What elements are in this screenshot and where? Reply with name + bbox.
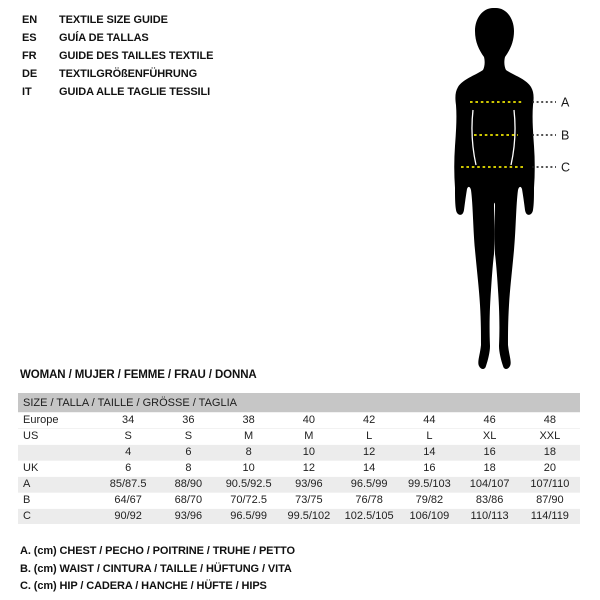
- language-code: ES: [22, 32, 37, 44]
- table-cell: 93/96: [174, 510, 203, 522]
- list-item: [22, 65, 213, 83]
- language-guide-title: TEXTILE SIZE GUIDE: [59, 14, 168, 26]
- table-row-europe: [18, 412, 580, 428]
- list-item: [22, 11, 213, 29]
- table-cell: 87/90: [536, 494, 564, 506]
- table-cell: 85/87.5: [109, 478, 147, 490]
- table-cell: 90/92: [114, 510, 142, 522]
- list-item: [22, 83, 213, 101]
- table-cell: L: [426, 430, 433, 442]
- measure-label-c: C: [561, 160, 571, 175]
- language-guide-title: TEXTILGRÖßENFÜHRUNG: [59, 68, 198, 80]
- row-label: Europe: [23, 414, 59, 426]
- table-cell: 14: [363, 462, 376, 474]
- language-guide-list: [22, 11, 213, 101]
- language-code: EN: [22, 14, 38, 26]
- table-cell: 18: [543, 446, 556, 458]
- table-cell: 40: [302, 414, 315, 426]
- table-cell: 6: [185, 446, 192, 458]
- table-cell: 42: [363, 414, 376, 426]
- table-cell: 18: [483, 462, 496, 474]
- table-header-row: SIZE / TALLA / TAILLE / GRÖSSE / TAGLIA: [18, 393, 580, 412]
- table-cell: 12: [302, 462, 315, 474]
- table-cell: 16: [423, 462, 436, 474]
- language-guide-title: GUIDE DES TAILLES TEXTILE: [59, 50, 214, 62]
- table-cell: 12: [363, 446, 376, 458]
- table-cell: 79/82: [415, 494, 444, 506]
- table-cell: S: [124, 430, 132, 442]
- table-row-waist-b: [18, 492, 580, 508]
- language-code: DE: [22, 68, 38, 80]
- table-cell: 70/72.5: [230, 494, 267, 506]
- table-cell: 102.5/105: [344, 510, 394, 522]
- table-cell: 34: [122, 414, 135, 426]
- table-row-hip-c: [18, 508, 580, 524]
- table-cell: 114/119: [530, 510, 569, 522]
- table-cell: 88/90: [174, 478, 203, 490]
- table-cell: 99.5/102: [287, 510, 331, 522]
- woman-silhouette-figure: [415, 0, 600, 375]
- measure-label-a: A: [561, 95, 570, 110]
- table-cell: 68/70: [174, 494, 203, 506]
- table-cell: 36: [182, 414, 195, 426]
- table-cell: 8: [185, 462, 192, 474]
- table-cell: 93/96: [295, 478, 323, 490]
- table-cell: 104/107: [469, 478, 510, 490]
- measure-label-b: B: [561, 128, 570, 143]
- table-cell: 96.5/99: [230, 510, 267, 522]
- table-title: WOMAN / MUJER / FEMME / FRAU / DONNA: [20, 369, 257, 381]
- table-cell: 76/78: [355, 494, 383, 506]
- legend-chest: A. (cm) CHEST / PECHO / POITRINE / TRUHE / PETTO: [20, 545, 295, 557]
- row-label: UK: [23, 462, 39, 474]
- table-row-chest-a: [18, 476, 580, 492]
- table-cell: 16: [483, 446, 496, 458]
- table-row-us: [18, 428, 580, 444]
- list-item: [22, 29, 213, 47]
- table-cell: 48: [543, 414, 556, 426]
- language-code: FR: [22, 50, 37, 62]
- table-cell: XXL: [539, 430, 561, 442]
- table-cell: 6: [125, 462, 132, 474]
- table-cell: M: [244, 430, 254, 442]
- table-cell: 64/67: [114, 494, 142, 506]
- table-cell: 10: [302, 446, 315, 458]
- table-cell: 106/109: [409, 510, 450, 522]
- table-row-us-numeric: [18, 444, 580, 460]
- table-cell: L: [366, 430, 373, 442]
- table-cell: 110/113: [470, 510, 509, 522]
- table-cell: 90.5/92.5: [225, 478, 272, 490]
- table-cell: 107/110: [530, 478, 570, 490]
- table-cell: 38: [242, 414, 255, 426]
- table-cell: 46: [483, 414, 496, 426]
- row-label: C: [23, 510, 31, 522]
- table-cell: XL: [482, 430, 497, 442]
- table-cell: 73/75: [295, 494, 323, 506]
- row-label: A: [23, 478, 31, 490]
- list-item: [22, 47, 213, 65]
- legend-hip: C. (cm) HIP / CADERA / HANCHE / HÜFTE / HIPS: [20, 580, 267, 592]
- table-cell: 96.5/99: [350, 478, 388, 490]
- table-cell: 4: [125, 446, 132, 458]
- language-guide-title: GUÍA DE TALLAS: [59, 32, 149, 44]
- size-table: [18, 393, 580, 524]
- language-code: IT: [22, 86, 32, 98]
- row-label: B: [23, 494, 31, 506]
- table-cell: 8: [245, 446, 252, 458]
- row-label: US: [23, 430, 39, 442]
- table-cell: 99.5/103: [407, 478, 451, 490]
- woman-silhouette: [454, 8, 535, 369]
- table-cell: S: [184, 430, 193, 442]
- measurement-figure: [415, 0, 600, 375]
- legend-waist: B. (cm) WAIST / CINTURA / TAILLE / HÜFTUNG / VITA: [20, 562, 292, 575]
- table-cell: 83/86: [475, 494, 504, 506]
- language-guide-title: GUIDA ALLE TAGLIE TESSILI: [59, 86, 211, 98]
- measurement-legend: [20, 543, 295, 596]
- table-cell: 10: [242, 462, 255, 474]
- table-cell: 44: [423, 414, 436, 426]
- table-row-uk: [18, 460, 580, 476]
- table-cell: 14: [423, 446, 436, 458]
- table-cell: M: [304, 430, 314, 442]
- table-cell: 20: [543, 462, 556, 474]
